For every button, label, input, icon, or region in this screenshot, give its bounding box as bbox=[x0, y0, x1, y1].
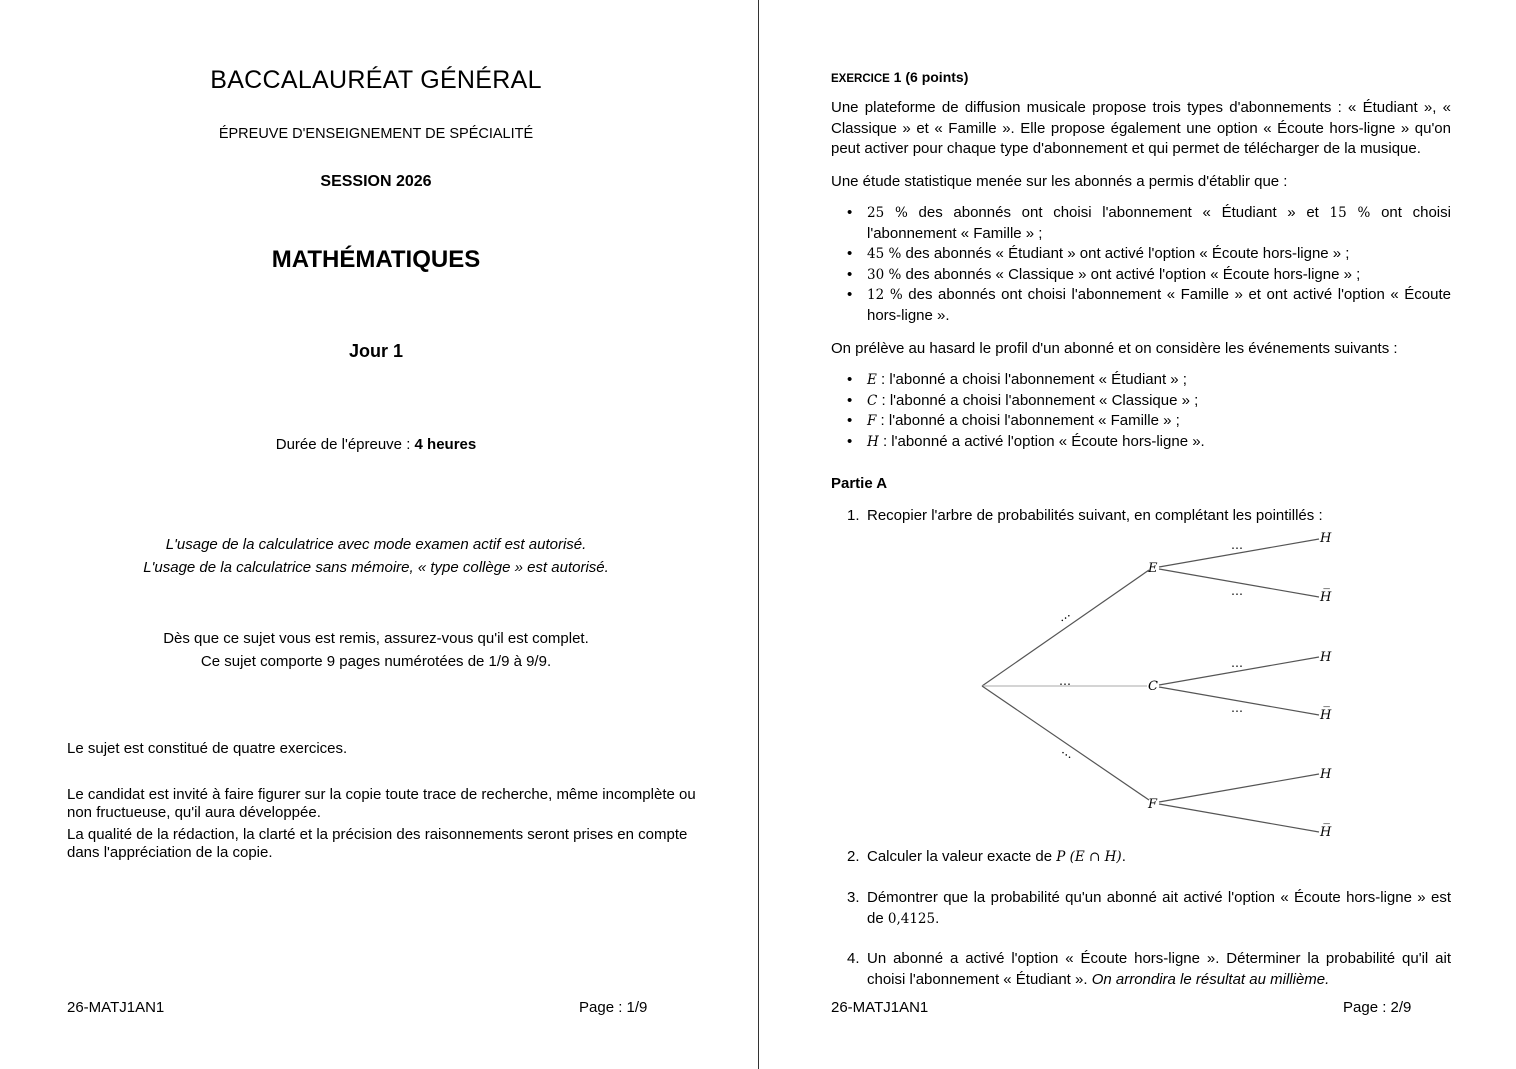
list-item: • 25 % des abonnés ont choisi l'abonnement « Étudiant » et 15 % ont choisi l'abonnement « Famille » ; bbox=[847, 203, 1451, 244]
exercise-title-word: EXERCICE bbox=[831, 73, 890, 85]
node-E-Hbar: H̅ bbox=[1320, 590, 1332, 605]
placeholder-E-H: … bbox=[1231, 538, 1243, 552]
footer-code: 26-MATJ1AN1 bbox=[831, 999, 929, 1016]
part-heading: Partie A bbox=[831, 475, 888, 492]
placeholder-root-F: … bbox=[1059, 742, 1078, 762]
placeholder-root-C: … bbox=[1059, 674, 1071, 688]
footer-page-number: Page : 2/9 bbox=[1343, 999, 1412, 1016]
events-intro: On prélève au hasard le profil d'un abonné et on considère les événements suivants : bbox=[831, 340, 1398, 357]
placeholder-root-E: … bbox=[1054, 606, 1073, 625]
list-item: • 30 % des abonnés « Classique » ont activé l'option « Écoute hors-ligne » ; bbox=[847, 265, 1451, 286]
node-F-H: H bbox=[1320, 767, 1332, 782]
placeholder-E-Hbar: … bbox=[1231, 584, 1243, 598]
node-E-H: H bbox=[1320, 531, 1332, 546]
node-C: C bbox=[1148, 679, 1158, 694]
branch-root-F bbox=[982, 686, 1149, 800]
duration-label: Durée de l'épreuve : bbox=[275, 436, 415, 453]
structure-note: Le sujet est constitué de quatre exercices. bbox=[67, 740, 348, 757]
study-intro: Une étude statistique menée sur les abonnés a permis d'établir que : bbox=[831, 173, 1288, 190]
session-label: SESSION 2026 bbox=[320, 173, 432, 190]
branch-F-H bbox=[1159, 774, 1319, 802]
question-2: 2. Calculer la valeur exacte de P (E ∩ H). bbox=[847, 848, 1126, 865]
node-F: F bbox=[1148, 797, 1158, 812]
node-F-Hbar: H̅ bbox=[1320, 825, 1332, 840]
exam-type: ÉPREUVE D'ENSEIGNEMENT DE SPÉCIALITÉ bbox=[218, 126, 534, 142]
list-item: • E : l'abonné a choisi l'abonnement « Étudiant » ; bbox=[847, 370, 1451, 391]
node-C-H: H bbox=[1320, 650, 1332, 665]
day-label: Jour 1 bbox=[348, 341, 404, 361]
subject-title: MATHÉMATIQUES bbox=[271, 246, 481, 273]
duration-line bbox=[0, 436, 752, 453]
exercise-title-points: 1 (6 points) bbox=[889, 69, 969, 85]
question-4: 4. Un abonné a activé l'option « Écoute hors-ligne ». Déterminer la probabilité qu'il ait choisi l'abonnement « Étudiant ». On arrondira le résultat au millième. bbox=[847, 950, 1451, 988]
page-2 bbox=[759, 0, 1516, 1069]
list-item: • H : l'abonné a activé l'option « Écoute hors-ligne ». bbox=[847, 432, 1451, 453]
footer-page-number: Page : 1/9 bbox=[579, 999, 648, 1016]
placeholder-C-Hbar: … bbox=[1231, 701, 1243, 715]
exercise-intro: Une plateforme de diffusion musicale propose trois types d'abonnements : « Étudiant », « Classique » et « Famille ». Elle propose également une option « Écoute hors-ligne » qu'on peut activer pour chaque type d'abonnement et qui permet de télécharger de la musique. bbox=[831, 99, 1451, 157]
candidate-instruction: Le candidat est invité à faire figurer sur la copie toute trace de recherche, même incomplète ou non fructueuse, qu'il aura développée. bbox=[67, 786, 696, 821]
exam-title: BACCALAURÉAT GÉNÉRAL bbox=[210, 66, 542, 94]
completeness-note-2: Ce sujet comporte 9 pages numérotées de 1/9 à 9/9. bbox=[200, 653, 552, 670]
branch-root-E bbox=[982, 570, 1149, 686]
duration-value: 4 heures bbox=[414, 436, 477, 453]
completeness-note-1: Dès que ce sujet vous est remis, assurez-vous qu'il est complet. bbox=[163, 630, 589, 647]
list-item: • 12 % des abonnés ont choisi l'abonnement « Famille » et ont activé l'option « Écoute hors-ligne ». bbox=[847, 285, 1451, 326]
question-3: 3. Démontrer que la probabilité qu'un abonné ait activé l'option « Écoute hors-ligne » est de 0,4125. bbox=[847, 889, 1451, 927]
branch-F-Hbar bbox=[1159, 804, 1319, 832]
list-item: • C : l'abonné a choisi l'abonnement « Classique » ; bbox=[847, 391, 1451, 412]
calculator-rule-1: L'usage de la calculatrice avec mode examen actif est autorisé. bbox=[165, 536, 587, 553]
quality-instruction: La qualité de la rédaction, la clarté et la précision des raisonnements seront prises en compte dans l'appréciation de la copie. bbox=[67, 826, 688, 861]
list-item: • 45 % des abonnés « Étudiant » ont activé l'option « Écoute hors-ligne » ; bbox=[847, 244, 1451, 265]
node-E: E bbox=[1148, 561, 1158, 576]
placeholder-C-H: … bbox=[1231, 656, 1243, 670]
node-C-Hbar: H̅ bbox=[1320, 708, 1332, 723]
calculator-rule-2: L'usage de la calculatrice sans mémoire, « type collège » est autorisé. bbox=[143, 559, 609, 576]
footer-code: 26-MATJ1AN1 bbox=[67, 999, 165, 1016]
list-item: • F : l'abonné a choisi l'abonnement « Famille » ; bbox=[847, 411, 1451, 432]
question-1: 1. Recopier l'arbre de probabilités suivant, en complétant les pointillés : bbox=[847, 507, 1323, 524]
